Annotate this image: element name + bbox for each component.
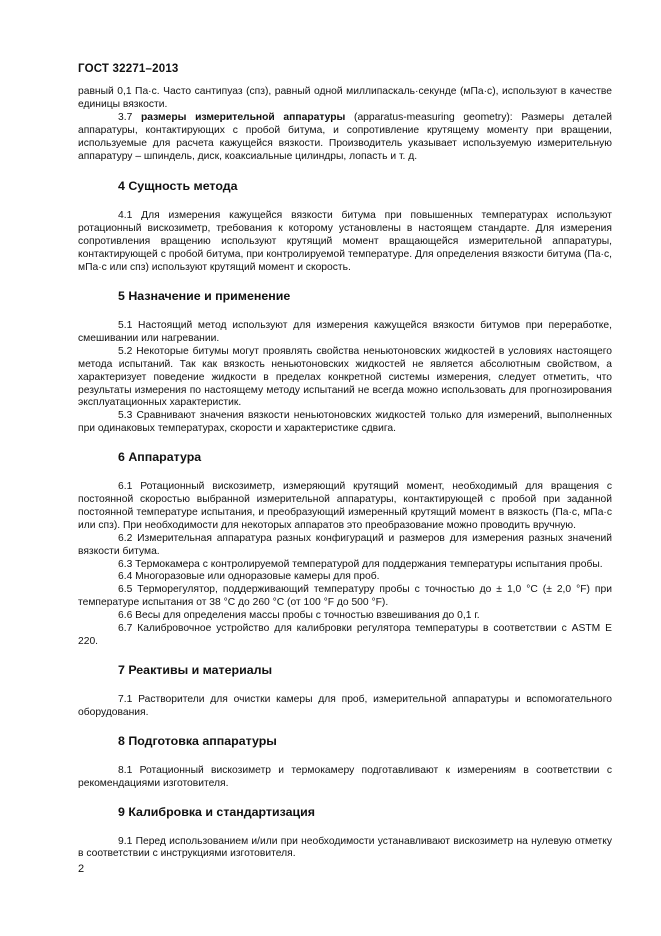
clause-5-2: 5.2 Некоторые битумы могут проявлять свойства неньютоновских жидкостей в условиях настоящего метода испытаний. Так как вязкость неньютоновских жидкостей не является абсолютным свойством, а характеризует поведение жидкости в пределах конкретной системы измерения, следует отметить, что результаты измерения по настоящему методу испытаний не всегда можно использовать для прогнозирования эксплуатационных характеристик. (78, 345, 612, 409)
clause-6-1: 6.1 Ротационный вискозиметр, измеряющий крутящий момент, необходимый для вращения с постоянной скоростью выбранной измерительной аппаратуры, контактирующей с пробой при заданной постоянной температуре испытания, и преобразующий измеренный крутящий момент в вязкость (Па·с, мПа·с или спз). При необходимости для некоторых аппаратов это преобразование можно проводить вручную. (78, 481, 612, 531)
definition-3-7 (78, 112, 612, 164)
clause-8-1: 8.1 Ротационный вискозиметр и термокамеру подготавливают к измерениям в соответствии с рекомендациями изготовителя. (78, 764, 612, 789)
section-4-heading: 4 Сущность метода (118, 179, 238, 194)
intro-paragraph: равный 0,1 Па·с. Часто сантипуаз (спз), равный одной миллипаскаль·секунде (мПа·с), используют в качестве единицы вязкости. (78, 86, 612, 110)
definition-text: (apparatus-measuring geometry): Размеры деталей аппаратуры, контактирующих с пробой битума, и сопротивление крутящему моменту при вращении, используемые для расчета кажущейся вязкости. Производитель указывает используемую измерительную аппаратуру – шпиндель, диск, коаксиальные цилиндры, лопасть и т. д. (78, 111, 612, 162)
clause-6-6: 6.6 Весы для определения массы пробы с точностью взвешивания до 0,1 г. (118, 610, 480, 622)
clause-5-3: 5.3 Сравнивают значения вязкости неньютоновских жидкостей только для измерений, выполненных при одинаковых температурах, скорости и характеристике сдвига. (78, 410, 612, 435)
clause-6-3: 6.3 Термокамера с контролируемой температурой для поддержания температуры испытания пробы. (118, 558, 603, 570)
clause-6-4: 6.4 Многоразовые или одноразовые камеры для проб. (118, 571, 380, 583)
section-8-heading: 8 Подготовка аппаратуры (118, 733, 277, 748)
page-number: 2 (78, 863, 85, 875)
section-5-heading: 5 Назначение и применение (118, 288, 291, 303)
section-6-heading: 6 Аппаратура (118, 450, 202, 465)
defined-term: размеры измерительной аппаратуры (141, 111, 346, 123)
clause-6-5: 6.5 Терморегулятор, поддерживающий температуру пробы с точностью до ± 1,0 °С (± 2,0 °F) при температуре испытания от 38 °С до 260 °С (от 100 °F до 500 °F). (78, 584, 612, 609)
standard-header: ГОСТ 32271–2013 (78, 63, 179, 75)
clause-5-1: 5.1 Настоящий метод используют для измерения кажущейся вязкости битумов при переработке, смешивании или нагревании. (78, 319, 612, 344)
clause-number: 3.7 (118, 111, 133, 123)
clause-6-2: 6.2 Измерительная аппаратура разных конфигураций и размеров для измерения разных значений вязкости битума. (78, 532, 612, 557)
document-body (78, 86, 612, 861)
clause-7-1: 7.1 Растворители для очистки камеры для проб, измерительной аппаратуры и вспомогательного оборудования. (78, 693, 612, 718)
section-7-heading: 7 Реактивы и материалы (118, 662, 273, 677)
clause-4-1: 4.1 Для измерения кажущейся вязкости битума при повышенных температурах используют ротационный вискозиметр, требования к которому установлены в настоящем стандарте. Для измерения сопротивления вращению используют крутящий момент вращающейся измерительной аппаратуры, контактирующей с пробой битума, при контролируемой температуре. Для определения вязкости битума (Па·с, мПа·с или спз) используют крутящий момент и скорость. (78, 210, 612, 274)
clause-9-1: 9.1 Перед использованием и/или при необходимости устанавливают вискозиметр на нулевую отметку в соответствии с инструкциями изготовителя. (78, 835, 612, 860)
clause-6-7: 6.7 Калибровочное устройство для калибровки регулятора температуры в соответствии с ASTM E 220. (78, 623, 612, 647)
section-9-heading: 9 Калибровка и стандартизация (118, 804, 315, 819)
